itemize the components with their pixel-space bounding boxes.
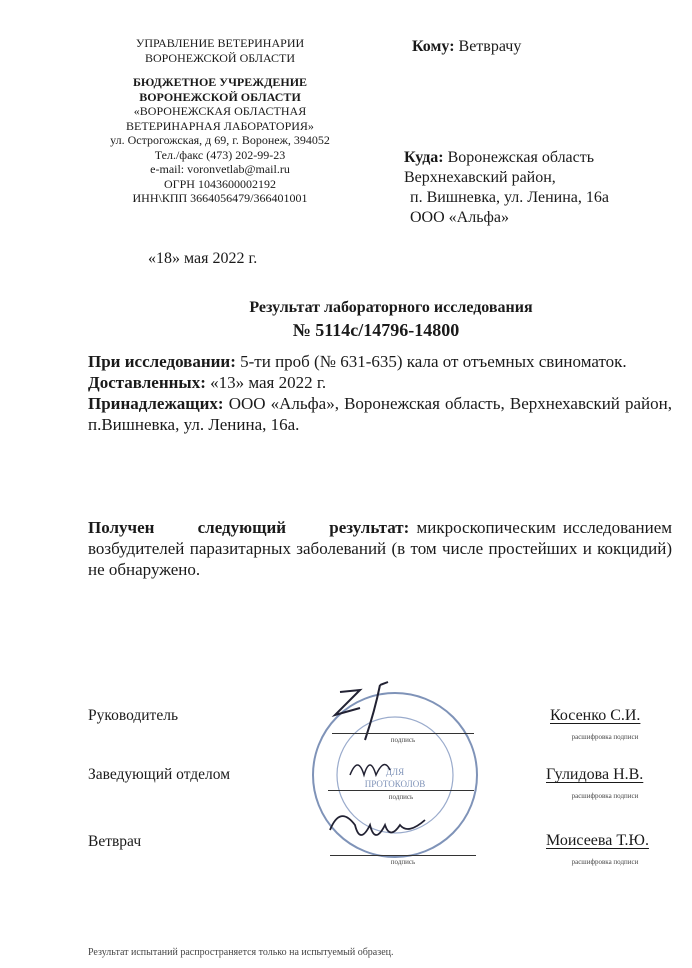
authority-line: ВОРОНЕЖСКОЙ ОБЛАСТИ: [144, 50, 296, 65]
owner-value: ООО «Альфа», Воронежская область, Верхнехавский район, п.Вишневка, ул. Ленина, 16а.: [88, 394, 672, 434]
signer-name: Гулидова Н.В.: [546, 766, 644, 783]
delivered-value: «13» мая 2022 г.: [210, 373, 327, 392]
inn: ИНН\КПП 3664056479/366401001: [132, 191, 308, 205]
recipient-where: [404, 148, 609, 228]
document-title: [0, 297, 692, 341]
footer-note: Результат испытаний распространяется только на испытуемый образец.: [88, 947, 394, 958]
recipient-to: [412, 38, 521, 56]
org-line: БЮДЖЕТНОЕ УЧРЕЖДЕНИЕ: [132, 75, 308, 89]
document-number: № 5114с/14796-14800: [292, 320, 460, 340]
result-value: микроскопическим исследованием возбудителей паразитарных заболеваний (в том числе простейших и кокцидий) не обнаружено.: [88, 518, 672, 579]
study-label: При исследовании:: [88, 352, 236, 371]
signature-marks: [320, 680, 430, 880]
where-line: п. Вишневка, ул. Ленина, 16а: [410, 189, 609, 206]
signature-caption: подпись: [390, 736, 416, 744]
ogrn: ОГРН 1043600002192: [164, 176, 276, 191]
org-line: ВОРОНЕЖСКОЙ ОБЛАСТИ: [139, 89, 301, 104]
signer-name: Моисеева Т.Ю.: [546, 832, 649, 849]
owner-label: Принадлежащих:: [88, 394, 224, 413]
authority-line: УПРАВЛЕНИЕ ВЕТЕРИНАРИИ: [135, 36, 305, 50]
lab-line: ВЕТЕРИНАРНАЯ ЛАБОРАТОРИЯ»: [126, 118, 314, 133]
document-date: «18» мая 2022 г.: [148, 250, 258, 267]
title-line: Результат лабораторного исследования: [249, 299, 533, 316]
letterhead: [70, 36, 370, 206]
delivered-label: Доставленных:: [88, 373, 206, 392]
where-line: ООО «Альфа»: [410, 209, 509, 226]
svg-text:ПРОТОКОЛОВ: ПРОТОКОЛОВ: [364, 779, 426, 789]
study-value: 5-ти проб (№ 631-635) кала от отъемных свиноматок.: [240, 352, 627, 371]
name-caption: расшифровка подписи: [571, 858, 639, 866]
phone: Тел./факс (473) 202-99-23: [154, 147, 286, 162]
where-label: Куда:: [404, 149, 444, 166]
result-paragraph: [88, 517, 672, 580]
where-line: Воронежская область: [447, 149, 595, 166]
name-caption: расшифровка подписи: [571, 733, 639, 741]
email: e-mail: voronvetlab@mail.ru: [150, 162, 290, 176]
signature-line: [328, 790, 474, 791]
address: ул. Острогожская, д 69, г. Воронеж, 394052: [110, 133, 330, 147]
svg-text:ДЛЯ: ДЛЯ: [385, 767, 405, 777]
signature-role: Руководитель: [88, 707, 179, 724]
to-value: Ветврачу: [458, 38, 522, 55]
signature-caption: подпись: [388, 793, 414, 801]
signature-caption: подпись: [390, 858, 416, 866]
signature-line: [332, 733, 474, 734]
study-details: [88, 351, 672, 435]
signature-role: Ветврач: [88, 833, 142, 850]
where-line: Верхнехавский район,: [404, 169, 556, 186]
result-label: Получен следующий результат:: [88, 518, 410, 537]
lab-line: «ВОРОНЕЖСКАЯ ОБЛАСТНАЯ: [133, 104, 307, 118]
signer-name: Косенко С.И.: [550, 707, 641, 724]
signature-line: [330, 855, 476, 856]
signature-role: Заведующий отделом: [88, 766, 231, 783]
to-label: Кому:: [412, 38, 455, 55]
name-caption: расшифровка подписи: [571, 792, 639, 800]
